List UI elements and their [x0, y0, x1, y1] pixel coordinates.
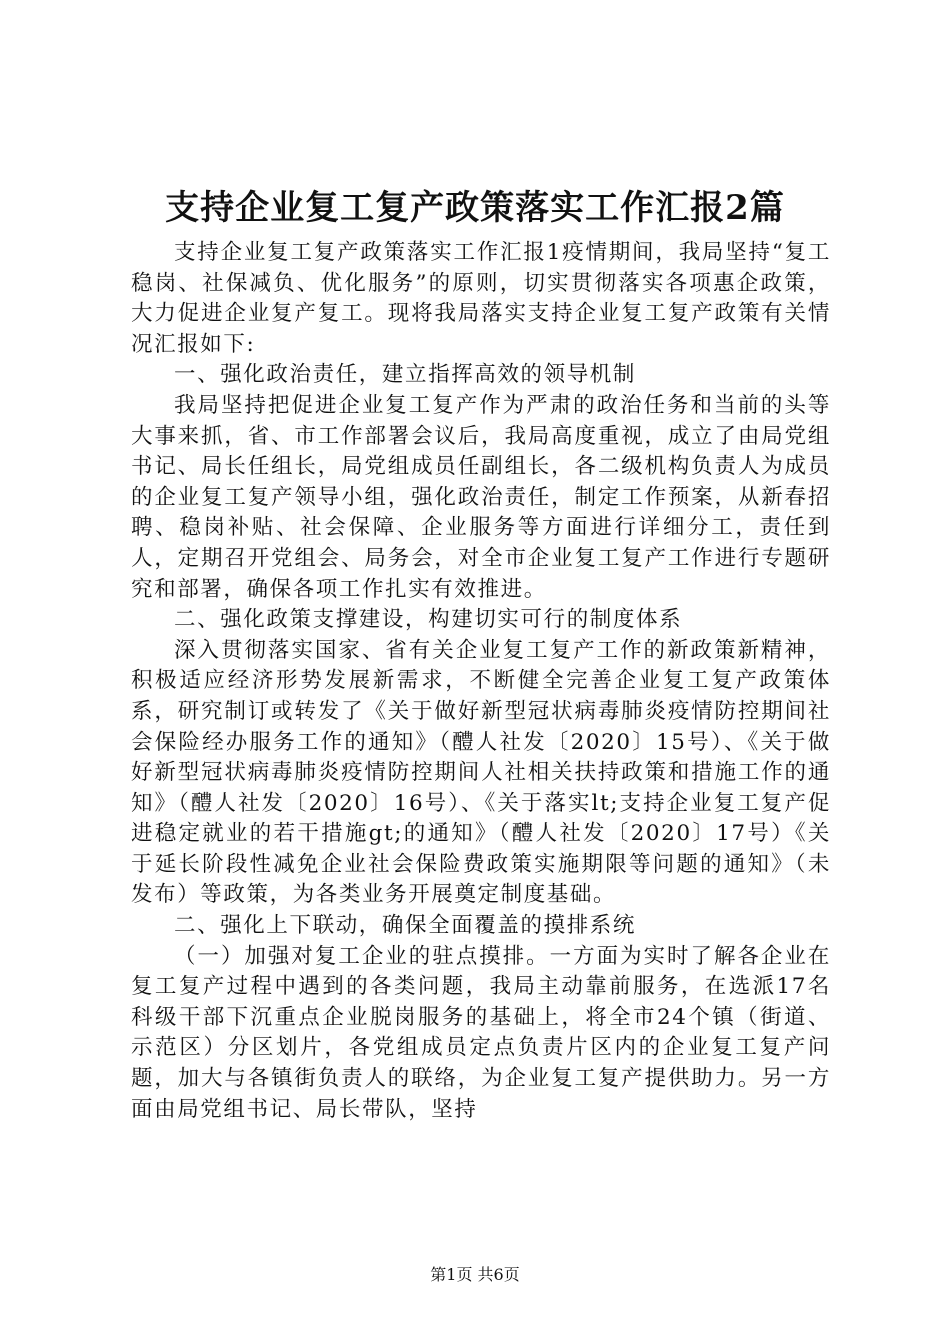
paragraph-intro: 支持企业复工复产政策落实工作汇报1疫情期间，我局坚持“复工稳岗、社保减负、优化服务”的原则，切实贯彻落实各项惠企政策，大力促进企业复产复工。现将我局落实支持企业复工复产政策有关情况汇报如下:: [131, 240, 831, 357]
document-body: [131, 238, 831, 1125]
section-heading-2: 二、强化政策支撑建设，构建切实可行的制度体系: [174, 607, 683, 633]
document-title: 支持企业复工复产政策落实工作汇报2篇: [165, 188, 785, 228]
paragraph-section-2: 深入贯彻落实国家、省有关企业复工复产工作的新政策新精神，积极适应经济形势发展新需求，不断健全完善企业复工复产政策体系，研究制订或转发了《关于做好新型冠状病毒肺炎疫情防控期间社会保险经办服务工作的通知》（醴人社发〔2020〕15号）、《关于做好新型冠状病毒肺炎疫情防控期间人社相关扶持政策和措施工作的通知》（醴人社发〔2020〕16号）、《关于落实lt;支持企业复工复产促进稳定就业的若干措施gt;的通知》（醴人社发〔2020〕17号）《关于延长阶段性减免企业社会保险费政策实施期限等问题的通知》（未发布）等政策，为各类业务开展奠定制度基础。: [131, 637, 831, 908]
section-heading-3: 二、强化上下联动，确保全面覆盖的摸排系统: [174, 913, 637, 939]
paragraph-section-3: （一）加强对复工企业的驻点摸排。一方面为实时了解各企业在复工复产过程中遇到的各类问题，我局主动靠前服务，在选派17名科级干部下沉重点企业脱岗服务的基础上，将全市24个镇（街道、示范区）分区划片，各党组成员定点负责片区内的企业复工复产问题，加大与各镇街负责人的联络，为企业复工复产提供助力。另一方面由局党组书记、局长带队，坚持: [131, 943, 831, 1122]
paragraph-section-1: 我局坚持把促进企业复工复产作为严肃的政治任务和当前的头等大事来抓，省、市工作部署会议后，我局高度重视，成立了由局党组书记、局长任组长，局党组成员任副组长，各二级机构负责人为成员的企业复工复产领导小组，强化政治责任，制定工作预案，从新春招聘、稳岗补贴、社会保障、企业服务等方面进行详细分工，责任到人，定期召开党组会、局务会，对全市企业复工复产工作进行专题研究和部署，确保各项工作扎实有效推进。: [131, 392, 831, 602]
page-number-footer: 第1页 共6页: [430, 1265, 520, 1284]
section-heading-1: 一、强化政治责任，建立指挥高效的领导机制: [174, 362, 637, 388]
